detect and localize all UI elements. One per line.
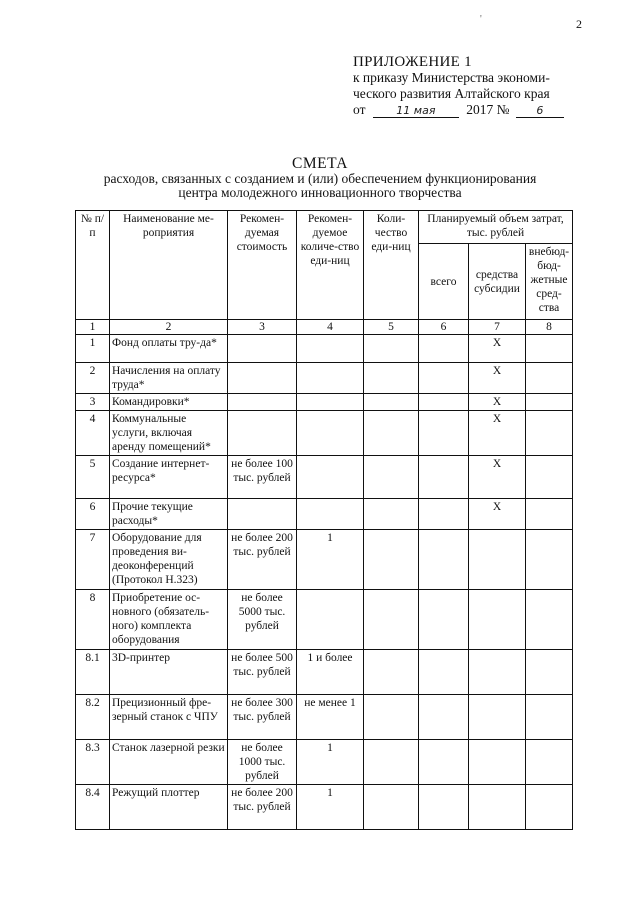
row-nonbudget — [526, 785, 573, 830]
order-year: 2017 № — [466, 102, 510, 117]
row-cost — [228, 394, 297, 411]
row-subsidy — [469, 530, 526, 590]
row-recommended-qty — [297, 363, 364, 394]
row-qty — [364, 695, 419, 740]
row-name: Станок лазерной резки — [110, 740, 228, 785]
table-row — [76, 411, 573, 456]
column-number: 1 — [76, 320, 110, 335]
row-name: Прочие текущие расходы* — [110, 499, 228, 530]
table-row — [76, 335, 573, 363]
from-label: от — [353, 102, 366, 117]
row-total — [419, 394, 469, 411]
row-subsidy — [469, 590, 526, 650]
table-row — [76, 785, 573, 830]
column-number: 5 — [364, 320, 419, 335]
row-cost — [228, 335, 297, 363]
row-recommended-qty — [297, 456, 364, 499]
column-number: 3 — [228, 320, 297, 335]
row-cost: не более 100 тыс. рублей — [228, 456, 297, 499]
row-qty — [364, 363, 419, 394]
row-recommended-qty: не менее 1 — [297, 695, 364, 740]
row-recommended-qty: 1 и более — [297, 650, 364, 695]
row-nonbudget — [526, 335, 573, 363]
row-subsidy — [469, 650, 526, 695]
row-num: 5 — [76, 456, 110, 499]
row-qty — [364, 394, 419, 411]
row-cost — [228, 499, 297, 530]
row-name: Приобретение ос-новного (обязатель-ного) комплекта оборудования — [110, 590, 228, 650]
header-nonbudget: внебюд-бюд-жетные сред-ства — [526, 244, 573, 320]
row-total — [419, 411, 469, 456]
row-recommended-qty — [297, 590, 364, 650]
table-row — [76, 740, 573, 785]
row-nonbudget — [526, 530, 573, 590]
row-nonbudget — [526, 456, 573, 499]
row-nonbudget — [526, 499, 573, 530]
row-nonbudget — [526, 650, 573, 695]
table-row — [76, 363, 573, 394]
row-name: Оборудование для проведения ви-деоконференций (Протокол Н.323) — [110, 530, 228, 590]
row-num: 7 — [76, 530, 110, 590]
row-recommended-qty — [297, 394, 364, 411]
row-total — [419, 335, 469, 363]
column-number: 6 — [419, 320, 469, 335]
table-row — [76, 394, 573, 411]
row-subsidy — [469, 695, 526, 740]
row-num: 8.3 — [76, 740, 110, 785]
row-num: 8.2 — [76, 695, 110, 740]
row-cost: не более 500 тыс. рублей — [228, 650, 297, 695]
row-subsidy: Х — [469, 335, 526, 363]
column-number: 4 — [297, 320, 364, 335]
row-name: 3D-принтер — [110, 650, 228, 695]
row-total — [419, 530, 469, 590]
page-number: 2 — [576, 17, 582, 31]
column-number: 7 — [469, 320, 526, 335]
row-nonbudget — [526, 363, 573, 394]
row-num: 3 — [76, 394, 110, 411]
row-num: 8.4 — [76, 785, 110, 830]
row-subsidy: Х — [469, 363, 526, 394]
header-recommended-cost: Рекомен-дуемая стоимость — [228, 211, 297, 320]
document-title — [0, 157, 640, 200]
row-num: 8.1 — [76, 650, 110, 695]
row-qty — [364, 650, 419, 695]
table-row — [76, 590, 573, 650]
row-subsidy: Х — [469, 394, 526, 411]
header-subsidy: средства субсидии — [469, 244, 526, 320]
row-qty — [364, 411, 419, 456]
row-recommended-qty — [297, 411, 364, 456]
row-total — [419, 499, 469, 530]
row-name: Прецизионный фре-зерный станок с ЧПУ — [110, 695, 228, 740]
table-row — [76, 695, 573, 740]
row-cost: не более 200 тыс. рублей — [228, 785, 297, 830]
column-number-row — [76, 320, 573, 335]
row-qty — [364, 740, 419, 785]
row-cost: не более 1000 тыс. рублей — [228, 740, 297, 785]
appendix-line-2: ческого развития Алтайского края — [353, 86, 550, 101]
header-name: Наименование ме-роприятия — [110, 211, 228, 320]
row-recommended-qty — [297, 335, 364, 363]
title-heading: СМЕТА — [292, 155, 348, 172]
table-row — [76, 499, 573, 530]
column-number: 2 — [110, 320, 228, 335]
row-qty — [364, 499, 419, 530]
row-total — [419, 695, 469, 740]
row-total — [419, 740, 469, 785]
scan-mark: ' — [480, 14, 482, 25]
row-num: 6 — [76, 499, 110, 530]
row-nonbudget — [526, 394, 573, 411]
row-total — [419, 650, 469, 695]
row-recommended-qty: 1 — [297, 740, 364, 785]
row-total — [419, 363, 469, 394]
order-date-line — [353, 102, 564, 118]
appendix-block — [353, 54, 564, 118]
row-recommended-qty: 1 — [297, 785, 364, 830]
row-total — [419, 456, 469, 499]
row-name: Создание интернет-ресурса* — [110, 456, 228, 499]
handwritten-date: 11 мая — [373, 104, 459, 118]
row-num: 4 — [76, 411, 110, 456]
row-name: Фонд оплаты тру-да* — [110, 335, 228, 363]
row-subsidy: Х — [469, 411, 526, 456]
appendix-line-1: к приказу Министерства экономи- — [353, 70, 550, 85]
row-num: 1 — [76, 335, 110, 363]
row-name: Коммунальные услуги, включая аренду помещений* — [110, 411, 228, 456]
row-cost — [228, 363, 297, 394]
table-row — [76, 456, 573, 499]
header-planned-costs: Планируемый объем затрат, тыс. рублей — [419, 211, 573, 244]
header-total: всего — [419, 244, 469, 320]
row-nonbudget — [526, 740, 573, 785]
row-cost: не более 5000 тыс. рублей — [228, 590, 297, 650]
row-subsidy — [469, 740, 526, 785]
row-subsidy: Х — [469, 499, 526, 530]
row-nonbudget — [526, 590, 573, 650]
row-total — [419, 590, 469, 650]
row-num: 2 — [76, 363, 110, 394]
row-name: Режущий плоттер — [110, 785, 228, 830]
row-recommended-qty — [297, 499, 364, 530]
header-qty: Коли-чество еди-ниц — [364, 211, 419, 320]
header-num: № п/п — [76, 211, 110, 320]
row-cost: не более 300 тыс. рублей — [228, 695, 297, 740]
row-subsidy — [469, 785, 526, 830]
row-qty — [364, 456, 419, 499]
row-cost: не более 200 тыс. рублей — [228, 530, 297, 590]
row-qty — [364, 530, 419, 590]
row-num: 8 — [76, 590, 110, 650]
title-line-2: расходов, связанных с созданием и (или) обеспечением функционирования — [103, 171, 537, 186]
row-qty — [364, 785, 419, 830]
row-recommended-qty: 1 — [297, 530, 364, 590]
row-name: Командировки* — [110, 394, 228, 411]
row-qty — [364, 335, 419, 363]
column-number: 8 — [526, 320, 573, 335]
title-line-3: центра молодежного инновационного творчества — [178, 185, 462, 200]
header-row-1 — [76, 211, 573, 244]
handwritten-number: 6 — [516, 104, 564, 118]
row-nonbudget — [526, 695, 573, 740]
row-nonbudget — [526, 411, 573, 456]
row-qty — [364, 590, 419, 650]
appendix-title: ПРИЛОЖЕНИЕ 1 — [353, 54, 472, 70]
table-row — [76, 650, 573, 695]
row-total — [419, 785, 469, 830]
row-cost — [228, 411, 297, 456]
row-name: Начисления на оплату труда* — [110, 363, 228, 394]
table-row — [76, 530, 573, 590]
budget-table — [75, 210, 573, 830]
row-subsidy: Х — [469, 456, 526, 499]
header-recommended-qty: Рекомен-дуемое количе-ство еди-ниц — [297, 211, 364, 320]
